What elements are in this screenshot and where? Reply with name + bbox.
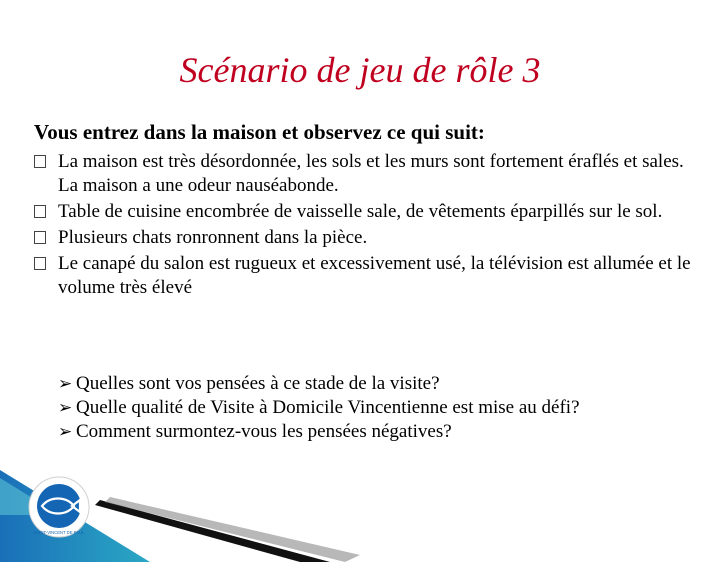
observation-list [34,150,694,302]
list-item [34,226,694,250]
gray-stripe [105,497,360,562]
checkbox-square-icon [34,155,46,168]
list-item-text: Table de cuisine encombrée de vaisselle sale, de vêtements éparpillés sur le sol. [58,201,663,222]
list-item [34,150,694,198]
list-item [34,200,694,224]
list-item-text: Le canapé du salon est rugueux et excessivement usé, la télévision est allumée et le volume très élevé [58,253,691,298]
question-text: Comment surmontez-vous les pensées négatives? [76,421,452,442]
arrow-right-icon: ➢ [58,374,73,393]
slide-title: Scénario de jeu de rôle 3 [179,50,541,90]
list-item [58,396,678,420]
svg-text:SAINT-VINCENT DE PAUL: SAINT-VINCENT DE PAUL [33,530,85,535]
intro-text: Vous entrez dans la maison et observez ce qui suit: [34,120,485,144]
checkbox-square-icon [34,205,46,218]
question-text: Quelle qualité de Visite à Domicile Vincentienne est mise au défi? [76,397,580,418]
list-item [34,252,694,300]
arrow-right-icon: ➢ [58,398,73,417]
checkbox-square-icon [34,231,46,244]
list-item [58,372,678,396]
checkbox-square-icon [34,257,46,270]
list-item-text: La maison est très désordonnée, les sols et les murs sont fortement éraflés et sales. La maison a une odeur nauséabonde. [58,151,684,196]
question-list [58,372,678,444]
question-text: Quelles sont vos pensées à ce stade de la visite? [76,373,440,394]
list-item-text: Plusieurs chats ronronnent dans la pièce. [58,227,368,248]
society-logo-fish-icon [28,476,90,538]
list-item [58,420,678,444]
arrow-right-icon: ➢ [58,422,73,441]
